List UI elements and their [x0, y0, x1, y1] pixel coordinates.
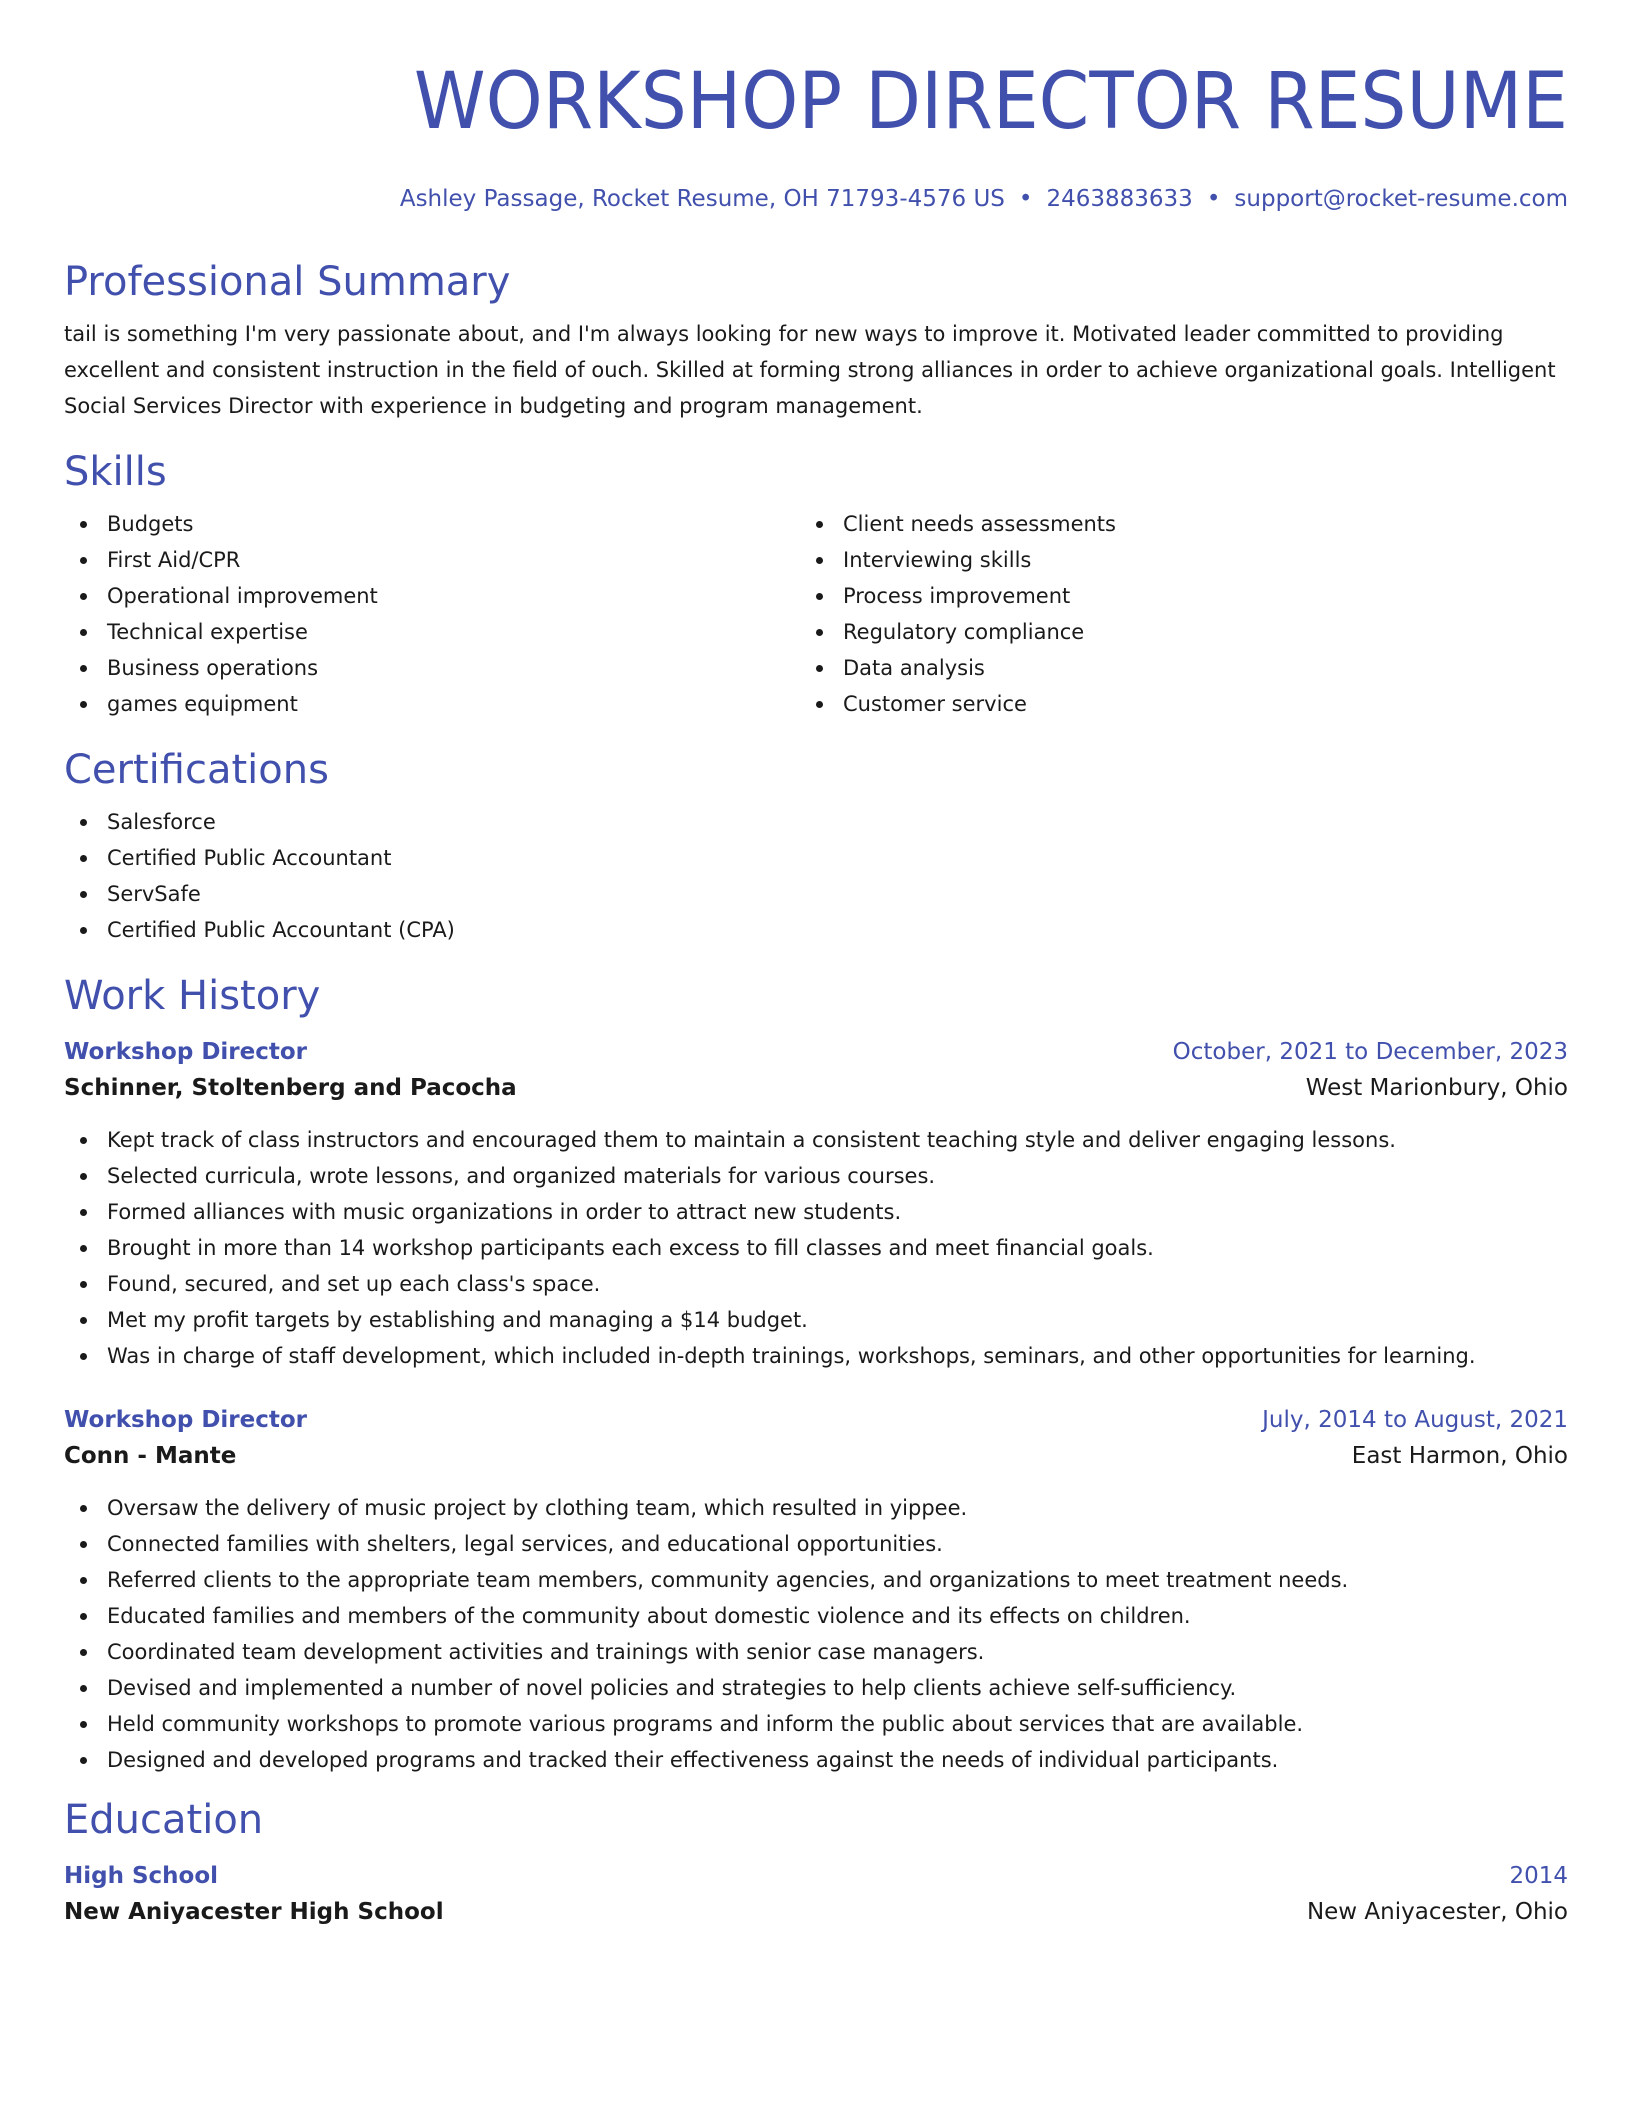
job-duty: Referred clients to the appropriate team members, community agencies, and organizations to meet treatment needs. [64, 1562, 1568, 1598]
skill-item: Technical expertise [64, 614, 800, 650]
job-duty: Coordinated team development activities and trainings with senior case managers. [64, 1634, 1568, 1670]
job-location: East Harmon, Ohio [1351, 1443, 1568, 1469]
skill-item: games equipment [64, 686, 800, 722]
contact-separator: • [1206, 186, 1221, 212]
job-dates: October, 2021 to December, 2023 [1172, 1039, 1568, 1065]
skills-column-left [64, 506, 800, 722]
job-location: West Marionbury, Ohio [1305, 1075, 1568, 1101]
resume-title: WORKSHOP DIRECTOR RESUME [413, 57, 1568, 147]
education-degree: High School [64, 1863, 219, 1889]
certification-item: Certified Public Accountant [64, 840, 1568, 876]
skills-heading: Skills [64, 449, 167, 495]
skill-item: Interviewing skills [800, 542, 1568, 578]
education-year: 2014 [1509, 1863, 1568, 1889]
job-title: Workshop Director [64, 1407, 308, 1433]
job-duty: Designed and developed programs and tracked their effectiveness against the needs of individual participants. [64, 1742, 1568, 1778]
skill-item: Data analysis [800, 650, 1568, 686]
job-duty: Met my profit targets by establishing and managing a $14 budget. [64, 1302, 1568, 1338]
education-school: New Aniyacester High School [64, 1899, 444, 1925]
contact-separator: • [1018, 186, 1033, 212]
certification-item: Salesforce [64, 804, 1568, 840]
education-heading: Education [64, 1797, 264, 1843]
skill-item: Budgets [64, 506, 800, 542]
skill-item: Regulatory compliance [800, 614, 1568, 650]
skills-column-right [800, 506, 1568, 722]
job-company: Conn - Mante [64, 1443, 237, 1469]
job-entry [64, 1034, 1568, 1374]
job-title: Workshop Director [64, 1039, 308, 1065]
job-duty: Held community workshops to promote various programs and inform the public about services that are available. [64, 1706, 1568, 1742]
skill-item: Process improvement [800, 578, 1568, 614]
skill-item: Operational improvement [64, 578, 800, 614]
skill-item: Customer service [800, 686, 1568, 722]
contact-email: support@rocket-resume.com [1234, 186, 1568, 212]
job-duty: Selected curricula, wrote lessons, and organized materials for various courses. [64, 1158, 1568, 1194]
skill-item: Business operations [64, 650, 800, 686]
summary-heading: Professional Summary [64, 259, 511, 305]
skills-list [64, 506, 1568, 722]
skill-item: Client needs assessments [800, 506, 1568, 542]
certification-item: Certified Public Accountant (CPA) [64, 912, 1568, 948]
job-entry [64, 1402, 1568, 1778]
job-duties [64, 1122, 1568, 1374]
contact-address: Ashley Passage, Rocket Resume, OH 71793-4576 US [399, 186, 1005, 212]
certifications-heading: Certifications [64, 747, 329, 793]
contact-line [64, 184, 1568, 214]
summary-text: tail is something I'm very passionate about, and I'm always looking for new ways to improve it. Motivated leader committed to providing excellent and consistent instruction in the field of ouch. Skilled at forming strong alliances in order to achieve organizational goals. Intelligent Social Services Director with experience in budgeting and program management. [64, 322, 1556, 418]
job-duty: Oversaw the delivery of music project by clothing team, which resulted in yippee. [64, 1490, 1568, 1526]
job-duty: Was in charge of staff development, which included in-depth trainings, workshops, seminars, and other opportunities for learning. [64, 1338, 1568, 1374]
job-duty: Found, secured, and set up each class's space. [64, 1266, 1568, 1302]
job-duty: Educated families and members of the community about domestic violence and its effects on children. [64, 1598, 1568, 1634]
education-location: New Aniyacester, Ohio [1306, 1899, 1568, 1925]
education-entry [64, 1858, 1568, 1930]
job-company: Schinner, Stoltenberg and Pacocha [64, 1075, 517, 1101]
job-dates: July, 2014 to August, 2021 [1262, 1407, 1568, 1433]
work-history-heading: Work History [64, 973, 321, 1019]
skill-item: First Aid/CPR [64, 542, 800, 578]
job-duty: Brought in more than 14 workshop participants each excess to fill classes and meet financial goals. [64, 1230, 1568, 1266]
job-duty: Connected families with shelters, legal services, and educational opportunities. [64, 1526, 1568, 1562]
certification-item: ServSafe [64, 876, 1568, 912]
job-duty: Kept track of class instructors and encouraged them to maintain a consistent teaching style and deliver engaging lessons. [64, 1122, 1568, 1158]
job-duties [64, 1490, 1568, 1778]
job-duty: Devised and implemented a number of novel policies and strategies to help clients achieve self-sufficiency. [64, 1670, 1568, 1706]
contact-phone: 2463883633 [1046, 186, 1193, 212]
certifications-list [64, 804, 1568, 948]
job-duty: Formed alliances with music organizations in order to attract new students. [64, 1194, 1568, 1230]
